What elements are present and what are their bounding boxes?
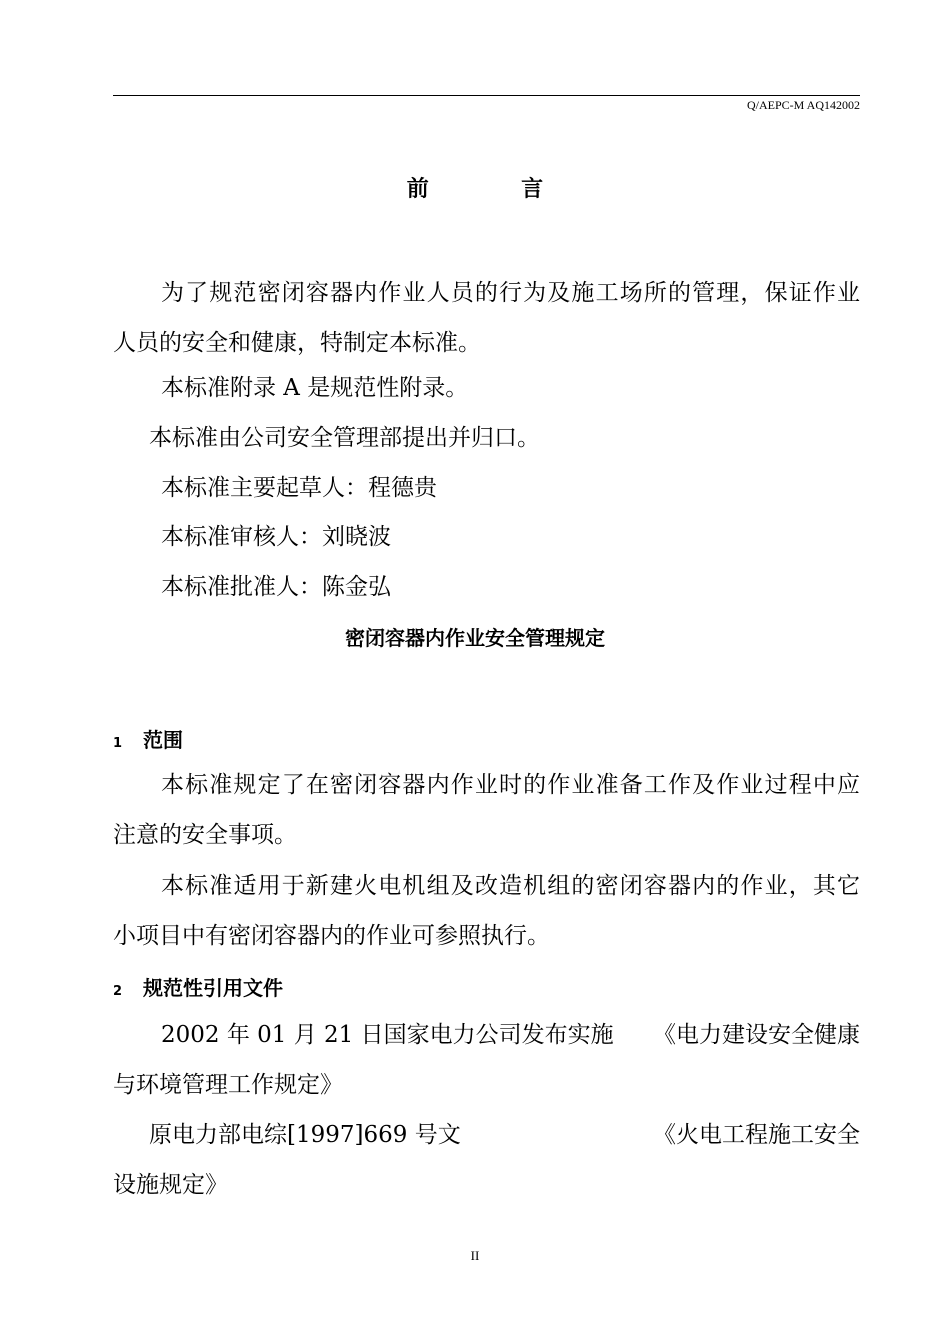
reviewer-line: 本标准审核人：刘晓波 bbox=[161, 524, 391, 550]
reference-1-line-1 bbox=[113, 1010, 860, 1060]
reference-1-title: 《电力建设安全健康 bbox=[653, 1022, 860, 1048]
reference-2-title: 《火电工程施工安全 bbox=[653, 1122, 860, 1148]
section-1-paragraph-1-line-1: 本标准规定了在密闭容器内作业时的作业准备工作及作业过程中应 bbox=[161, 772, 860, 798]
preface-paragraph-1-line-1: 为了规范密闭容器内作业人员的行为及施工场所的管理，保证作业 bbox=[161, 280, 860, 306]
document-code: Q/AEPC-M AQ142002 bbox=[746, 98, 860, 112]
section-1-paragraph-1-line-2: 注意的安全事项。 bbox=[113, 822, 297, 848]
standard-title: 密闭容器内作业安全管理规定 bbox=[345, 626, 605, 650]
preface-title: 前 言 bbox=[406, 177, 579, 202]
section-1-paragraph-2-line-1: 本标准适用于新建火电机组及改造机组的密闭容器内的作业，其它 bbox=[161, 873, 860, 899]
page-number: II bbox=[470, 1248, 480, 1263]
section-1-heading bbox=[113, 724, 183, 753]
reference-2-line-2: 设施规定》 bbox=[113, 1172, 228, 1198]
reference-2-source: 原电力部电综[1997]669 号文 bbox=[149, 1122, 461, 1148]
section-2-title: 规范性引用文件 bbox=[143, 976, 283, 1000]
reference-1-source: 2002 年 01 月 21 日国家电力公司发布实施 bbox=[161, 1022, 614, 1048]
reference-2-line-1 bbox=[113, 1110, 860, 1160]
preface-paragraph-3: 本标准由公司安全管理部提出并归口。 bbox=[149, 425, 540, 451]
section-1-title: 范围 bbox=[143, 728, 183, 752]
section-1-number: 1 bbox=[113, 736, 123, 751]
section-1-paragraph-2-line-2: 小项目中有密闭容器内的作业可参照执行。 bbox=[113, 923, 550, 949]
reference-1-line-2: 与环境管理工作规定》 bbox=[113, 1072, 343, 1098]
section-2-number: 2 bbox=[113, 984, 123, 999]
section-2-heading bbox=[113, 972, 283, 1001]
preface-paragraph-1-line-2: 人员的安全和健康，特制定本标准。 bbox=[113, 330, 481, 356]
header-rule bbox=[113, 95, 860, 96]
drafter-line: 本标准主要起草人：程德贵 bbox=[161, 475, 437, 501]
approver-line: 本标准批准人：陈金弘 bbox=[161, 574, 391, 600]
preface-paragraph-2: 本标准附录 A 是规范性附录。 bbox=[161, 375, 469, 401]
